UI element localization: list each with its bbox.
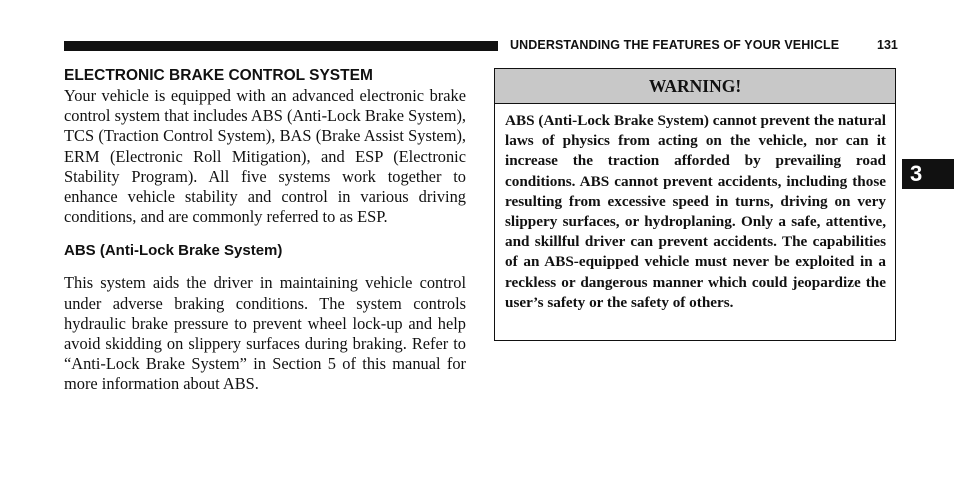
- warning-text: ABS (Anti-Lock Brake System) cannot prevent the natural laws of physics from acting on the vehicle, nor can it increase the traction afforded by prevailing road conditions. ABS cannot prevent accidents, including those resulting from excessive speed in turns, driving on very slippery surfaces, or hydroplaning. Only a safe, attentive, and skillful driver can prevent accidents. The capabilities of an ABS-equipped vehicle must never be exploited in a reckless or dangerous manner which could jeopardize the user’s safety or the safety of others.: [505, 112, 886, 311]
- warning-title: WARNING!: [495, 69, 895, 104]
- abs-paragraph: This system aids the driver in maintaining vehicle control under adverse braking conditions. The system controls hydraulic brake pressure to prevent wheel lock-up and help avoid skidding on slippery surfaces during braking. Refer to “Anti-Lock Brake System” in Section 5 of this manual for more information about ABS.: [64, 273, 466, 394]
- abs-sub-heading: ABS (Anti-Lock Brake System): [64, 242, 283, 260]
- warning-box: [494, 68, 896, 341]
- left-column: [64, 66, 466, 395]
- running-header-title: UNDERSTANDING THE FEATURES OF YOUR VEHICLE: [510, 38, 840, 52]
- section-tab: 3: [902, 159, 954, 189]
- section-heading: ELECTRONIC BRAKE CONTROL SYSTEM: [64, 67, 373, 84]
- intro-paragraph: Your vehicle is equipped with an advanced electronic brake control system that includes ABS (Anti-Lock Brake System), TCS (Traction Control System), BAS (Brake Assist System), ERM (Electronic Roll Mitigation), and ESP (Electronic Stability Program). All five systems work together to enhance vehicle stability and control in various driving conditions, and are commonly referred to as ESP.: [64, 86, 466, 227]
- page-number: 131: [877, 38, 898, 52]
- header-rule: [64, 41, 498, 51]
